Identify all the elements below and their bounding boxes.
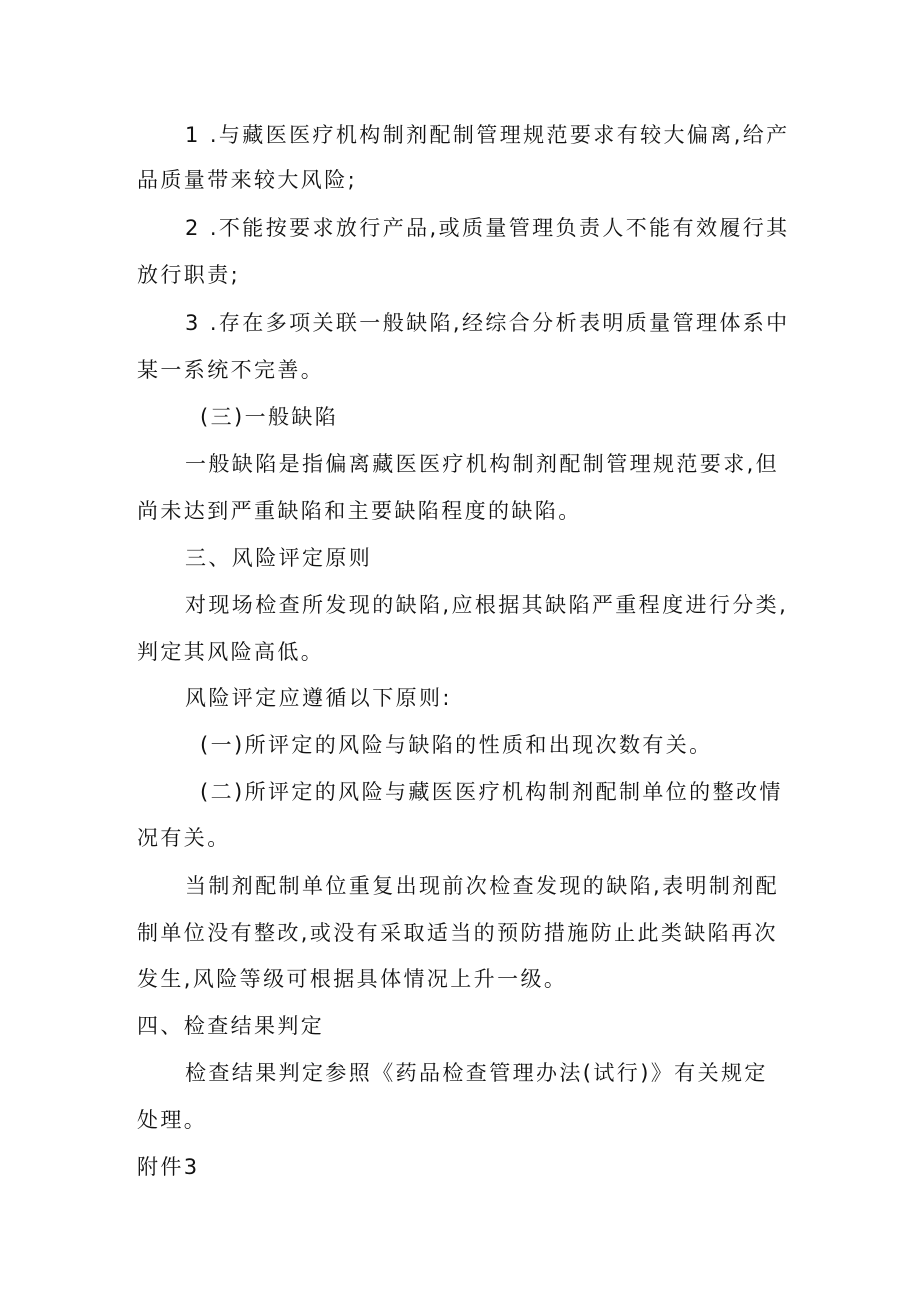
repeat-defect-text-line-1: 当制剂配制单位重复出现前次检查发现的缺陷,表明制剂配 [185, 874, 780, 898]
risk-text-line-1: 对现场检查所发现的缺陷,应根据其缺陷严重程度进行分类, [185, 593, 789, 617]
defect-item-1-line-2: 品质量带来较大风险; [137, 168, 358, 192]
attachment-label: 附件3 [137, 1155, 200, 1179]
principle-1: (一)所评定的风险与缺陷的性质和出现次数有关。 [200, 733, 713, 757]
defect-item-1-line-1: 1 .与藏医医疗机构制剂配制管理规范要求有较大偏离,给产 [185, 123, 790, 147]
defect-item-2-line-2: 放行职责; [137, 263, 241, 287]
general-defects-text-line-2: 尚未达到严重缺陷和主要缺陷程度的缺陷。 [137, 499, 582, 523]
risk-text-line-2: 判定其风险高低。 [137, 640, 325, 664]
defect-item-3-line-1: 3 .存在多项关联一般缺陷,经综合分析表明质量管理体系中 [185, 311, 790, 335]
inspection-results-text-line-1: 检查结果判定参照《药品检查管理办法(试行)》有关规定 [185, 1061, 768, 1085]
section-heading-general-defects: (三)一般缺陷 [200, 405, 339, 429]
section-heading-risk-principles: 三、风险评定原则 [185, 546, 373, 570]
defect-item-2-line-1: 2 .不能按要求放行产品,或质量管理负责人不能有效履行其 [185, 216, 790, 240]
risk-principles-intro: 风险评定应遵循以下原则: [185, 686, 452, 710]
repeat-defect-text-line-3: 发生,风险等级可根据具体情况上升一级。 [137, 967, 568, 991]
section-heading-inspection-results: 四、检查结果判定 [137, 1014, 325, 1038]
inspection-results-text-line-2: 处理。 [137, 1108, 208, 1132]
defect-item-3-line-2: 某一系统不完善。 [137, 358, 325, 382]
repeat-defect-text-line-2: 制单位没有整改,或没有采取适当的预防措施防止此类缺陷再次 [137, 921, 778, 945]
principle-2-line-1: (二)所评定的风险与藏医医疗机构制剂配制单位的整改情 [200, 780, 783, 804]
principle-2-line-2: 况有关。 [137, 826, 231, 850]
general-defects-text-line-1: 一般缺陷是指偏离藏医医疗机构制剂配制管理规范要求,但 [185, 452, 780, 476]
